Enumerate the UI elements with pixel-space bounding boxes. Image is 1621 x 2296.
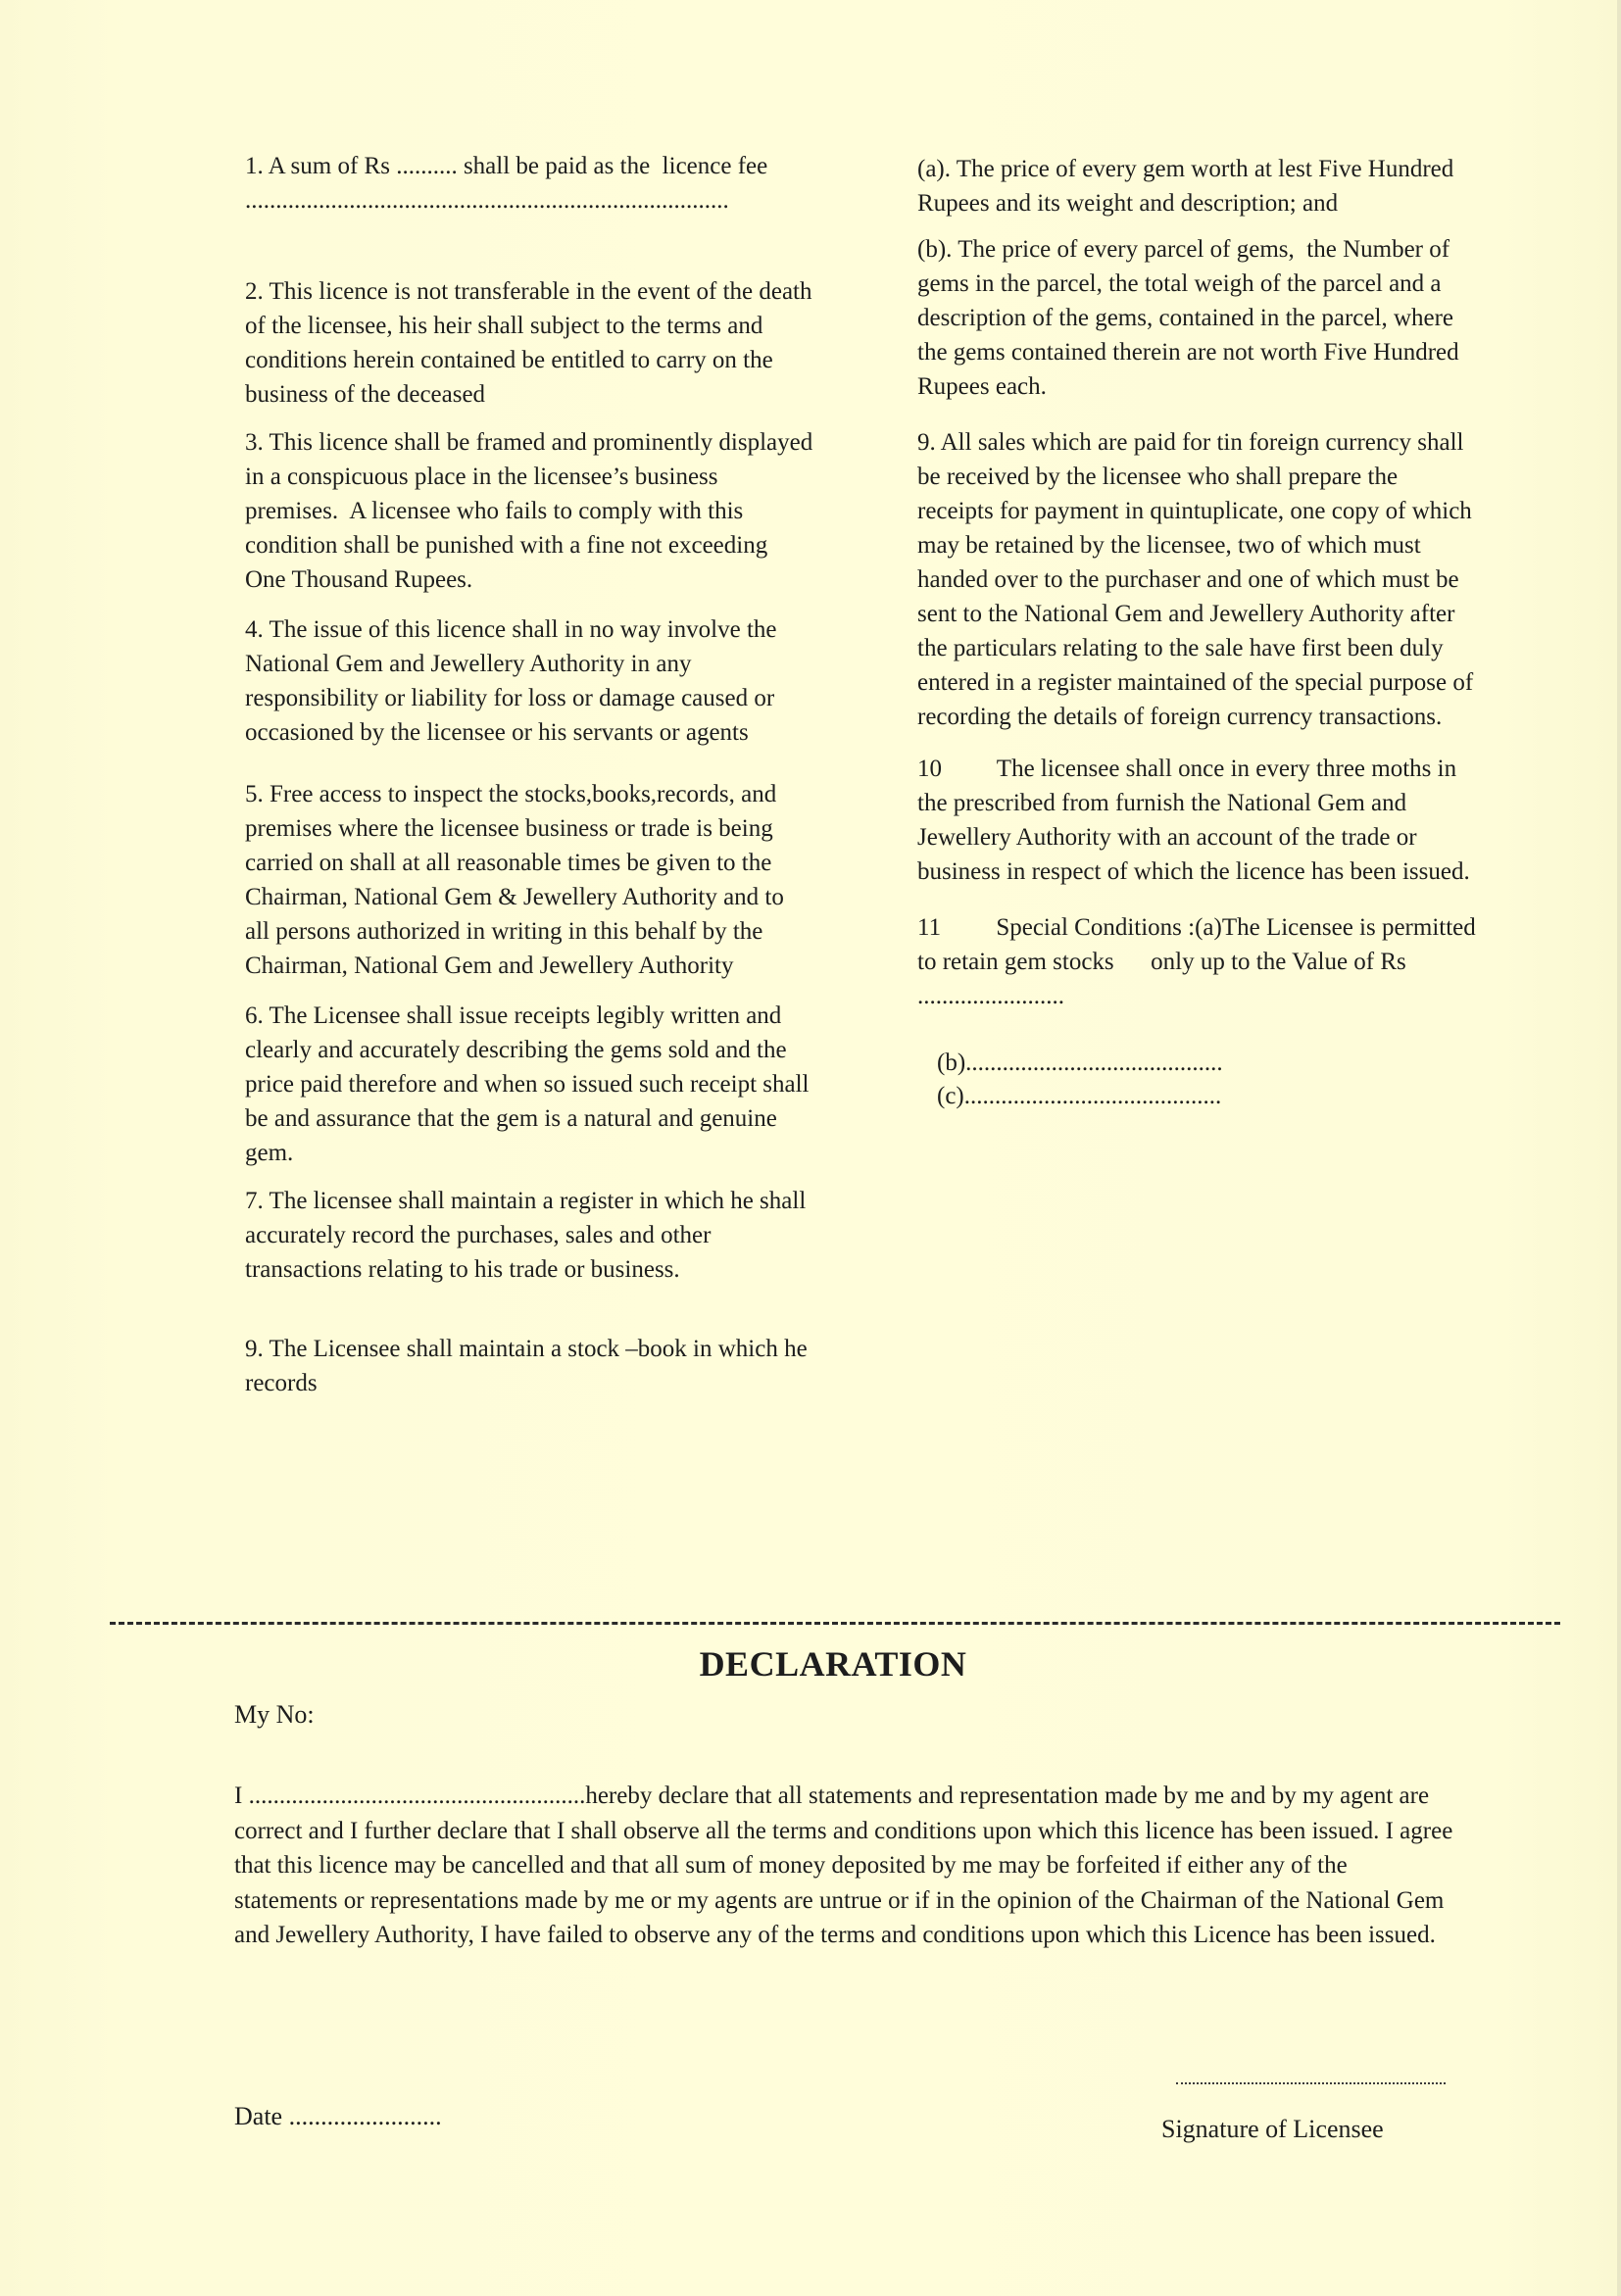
signature-line (1176, 2082, 1446, 2084)
conditions-left-column (245, 149, 819, 1400)
special-condition-c: (c).......................................... (937, 1083, 1222, 1109)
declaration-title: DECLARATION (699, 1644, 967, 1684)
condition-10: 10 The licensee shall once in every three moths in the prescribed from furnish the National Gem and Jewellery Authority with an account of the trade or business in respect of which the licence has been issued. (917, 756, 1470, 885)
declaration-body: I .......................................................hereby declare that all statements and representation made by me and by my agent are correct and I further declare that I shall observe all the terms and conditions upon which this licence has been issued. I agree that this licence may be cancelled and that all sum of money deposited by me may be forfeited if either any of the statements or representations made by me or my agents are untrue or if in the opinion of the Chairman of the National Gem and Jewellery Authority, I have failed to observe any of the terms and conditions upon which this Licence has been issued. (234, 1783, 1453, 1948)
condition-8a: (a). The price of every gem worth at lest Five Hundred Rupees and its weight and description; and (917, 156, 1460, 217)
conditions-right-column (917, 152, 1483, 1113)
condition-8b: (b). The price of every parcel of gems, the Number of gems in the parcel, the total weigh of the parcel and a description of the gems, contained in the parcel, where the gems contained therein are not worth Five Hundred Rupees each. (917, 236, 1465, 400)
condition-11: 11 Special Conditions :(a)The Licensee is permitted to retain gem stocks only up to the Value of Rs ........................ (917, 914, 1483, 1009)
condition-9-stock-book: 9. The Licensee shall maintain a stock –book in which he records (245, 1336, 813, 1396)
page-edge (1617, 0, 1621, 2296)
condition-4: 4. The issue of this licence shall in no way involve the National Gem and Jewellery Authority in any responsibility or liability for loss or damage caused or occasioned by the licensee or his servants or agents (245, 616, 783, 746)
condition-5: 5. Free access to inspect the stocks,books,records, and premises where the licensee business or trade is being carried on shall at all reasonable times be given to the Chairman, National Gem & Jewellery Authority and to all persons authorized in writing in this behalf by the Chairman, National Gem and Jewellery Authority (245, 781, 791, 979)
section-divider (110, 1622, 1560, 1625)
condition-6: 6. The Licensee shall issue receipts legibly written and clearly and accurately describing the gems sold and the price paid therefore and when so issued such receipt shall be and assurance that the gem is a natural and genuine gem. (245, 1002, 815, 1166)
special-condition-b: (b).......................................... (937, 1050, 1223, 1076)
condition-9-foreign-currency: 9. All sales which are paid for tin foreign currency shall be received by the licensee who shall prepare the receipts for payment in quintuplicate, one copy of which may be retained by the licensee, two of which must handed over to the purchaser and one of which must be sent to the National Gem and Jewellery Authority after the particulars relating to the sale have first been duly entered in a register maintained of the special purpose of recording the details of foreign currency transactions. (917, 429, 1480, 730)
my-no-label: My No: (234, 1700, 315, 1729)
condition-2: 2. This licence is not transferable in the event of the death of the licensee, his heir shall subject to the terms and conditions herein contained be entitled to carry on the business of the deceased (245, 278, 818, 408)
condition-1: 1. A sum of Rs .......... shall be paid as the licence fee ............................................................................... (245, 153, 774, 214)
condition-3: 3. This licence shall be framed and prominently displayed in a conspicuous place in the licensee’s business premises. A licensee who fails to comply with this condition shall be punished with a fine not exceeding One Thousand Rupees. (245, 429, 819, 593)
condition-7: 7. The licensee shall maintain a register in which he shall accurately record the purchases, sales and other transactions relating to his trade or business. (245, 1188, 812, 1283)
date-field: Date ........................ (234, 2102, 442, 2130)
signature-label: Signature of Licensee (1161, 2115, 1384, 2143)
